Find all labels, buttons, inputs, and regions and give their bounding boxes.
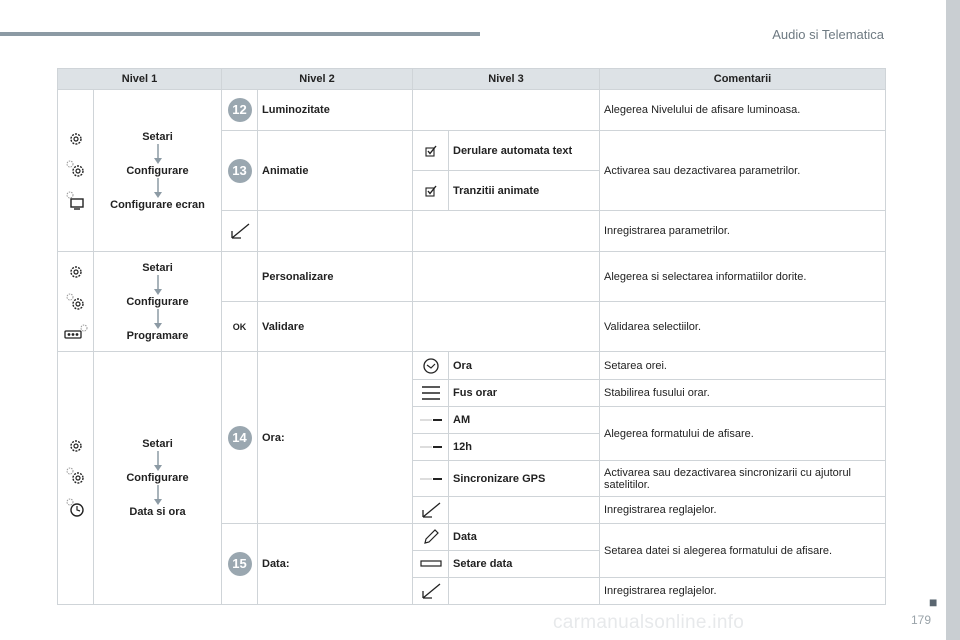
- comment-cell: Inregistrarea reglajelor.: [600, 578, 886, 605]
- col-header-nivel3: Nivel 3: [413, 69, 600, 90]
- step-badge: 14: [228, 426, 252, 450]
- double-gear-icon: [65, 159, 87, 179]
- item-label: Animatie: [258, 131, 413, 211]
- icon-cell: [413, 461, 449, 497]
- menu-step: Data si ora: [129, 506, 186, 518]
- badge-cell: [222, 131, 258, 211]
- settings-table: [57, 68, 886, 605]
- clock-settings-icon: [65, 498, 87, 518]
- menu-step: Setari: [142, 438, 173, 450]
- monitor-settings-icon: [65, 191, 87, 211]
- toggle-line-icon: [419, 416, 443, 424]
- checkbox-icon: [425, 145, 437, 157]
- badge-cell: [222, 524, 258, 605]
- icon-cell: [222, 302, 258, 352]
- menu-step: Programare: [126, 329, 189, 342]
- icon-cell: [222, 211, 258, 252]
- toggle-line-icon: [419, 443, 443, 451]
- group3-icons: [58, 352, 94, 605]
- badge-cell: [222, 90, 258, 131]
- sub-item-label: 12h: [449, 434, 600, 461]
- sub-item-label: Fus orar: [449, 380, 600, 407]
- menu-step: Configurare: [126, 295, 189, 308]
- table-row: [58, 252, 886, 302]
- icon-cell: [413, 380, 449, 407]
- table-row: [58, 90, 886, 131]
- comment-cell: Inregistrarea parametrilor.: [600, 211, 886, 252]
- group3-menu-path: [94, 352, 222, 605]
- sub-item-label: Ora: [449, 352, 600, 380]
- input-field-icon: [420, 560, 442, 568]
- sub-item-label: Setare data: [449, 551, 600, 578]
- icon-cell: [413, 497, 449, 524]
- menu-step: Setari: [142, 130, 173, 143]
- icon-cell: [413, 524, 449, 551]
- back-arrow-icon: [229, 222, 251, 240]
- sub-item-label: Data: [449, 524, 600, 551]
- group1-icons: [58, 90, 94, 252]
- arrow-down-icon: [153, 177, 163, 199]
- arrow-down-icon: [153, 450, 163, 472]
- section-title: Audio si Telematica: [772, 27, 884, 42]
- item-label: Luminozitate: [258, 90, 413, 131]
- icon-cell: [413, 434, 449, 461]
- sub-item-label: Derulare automata text: [449, 131, 600, 171]
- table-header-row: [58, 69, 886, 90]
- programming-icon: [64, 324, 88, 340]
- sub-item-label: Tranzitii animate: [449, 171, 600, 211]
- comment-cell: Validarea selectiilor.: [600, 302, 886, 352]
- group2-icons: [58, 252, 94, 352]
- col-header-comentarii: Comentarii: [600, 69, 886, 90]
- step-badge: 12: [228, 98, 252, 122]
- col-header-nivel1: Nivel 1: [58, 69, 222, 90]
- menu-step: Setari: [142, 261, 173, 274]
- header-rule: [0, 32, 480, 36]
- arrow-down-icon: [153, 143, 163, 165]
- step-badge: 15: [228, 552, 252, 576]
- col-header-nivel2: Nivel 2: [222, 69, 413, 90]
- pencil-icon: [422, 528, 440, 546]
- arrow-down-icon: [153, 484, 163, 506]
- icon-cell: [413, 171, 449, 211]
- page-number: 179: [911, 613, 932, 627]
- comment-cell: Alegerea formatului de afisare.: [600, 407, 886, 461]
- comment-cell: Activarea sau dezactivarea sincronizarii cu ajutorul satelitilor.: [600, 461, 886, 497]
- gear-icon: [68, 438, 84, 454]
- item-label: Data:: [258, 524, 413, 605]
- icon-cell: [413, 131, 449, 171]
- group1-menu-path: [94, 90, 222, 252]
- double-gear-icon: [65, 466, 87, 486]
- sub-item-label: Sincronizare GPS: [449, 461, 600, 497]
- badge-cell: [222, 352, 258, 524]
- gear-icon: [68, 131, 84, 147]
- icon-cell: [413, 352, 449, 380]
- back-arrow-icon: [420, 582, 442, 600]
- icon-cell: [413, 578, 449, 605]
- comment-cell: Alegerea Nivelului de afisare luminoasa.: [600, 90, 886, 131]
- icon-cell: [413, 407, 449, 434]
- back-arrow-icon: [420, 501, 442, 519]
- comment-cell: Setarea datei si alegerea formatului de afisare.: [600, 524, 886, 578]
- comment-cell: Inregistrarea reglajelor.: [600, 497, 886, 524]
- comment-cell: Stabilirea fusului orar.: [600, 380, 886, 407]
- arrow-down-icon: [153, 274, 163, 296]
- watermark: carmanualsonline.info: [553, 612, 745, 633]
- sub-item-label: AM: [449, 407, 600, 434]
- clock-icon: [422, 357, 440, 375]
- table-row: [58, 352, 886, 380]
- menu-step: Configurare: [126, 164, 189, 177]
- icon-cell: [413, 551, 449, 578]
- comment-cell: Setarea orei.: [600, 352, 886, 380]
- group2-menu-path: [94, 252, 222, 352]
- list-icon: [421, 385, 441, 401]
- continue-marker: ■: [929, 594, 938, 610]
- menu-step: Configurare ecran: [110, 198, 205, 211]
- toggle-line-icon: [419, 475, 443, 483]
- menu-step: Configurare: [126, 472, 189, 484]
- double-gear-icon: [65, 292, 87, 312]
- ok-icon: OK: [232, 321, 247, 332]
- gear-icon: [68, 264, 84, 280]
- step-badge: 13: [228, 159, 252, 183]
- item-label: Personalizare: [258, 252, 413, 302]
- page-edge-band: [946, 0, 960, 640]
- comment-cell: Activarea sau dezactivarea parametrilor.: [600, 131, 886, 211]
- arrow-down-icon: [153, 308, 163, 330]
- checkbox-icon: [425, 185, 437, 197]
- item-label: Ora:: [258, 352, 413, 524]
- comment-cell: Alegerea si selectarea informatiilor dorite.: [600, 252, 886, 302]
- item-label: Validare: [258, 302, 413, 352]
